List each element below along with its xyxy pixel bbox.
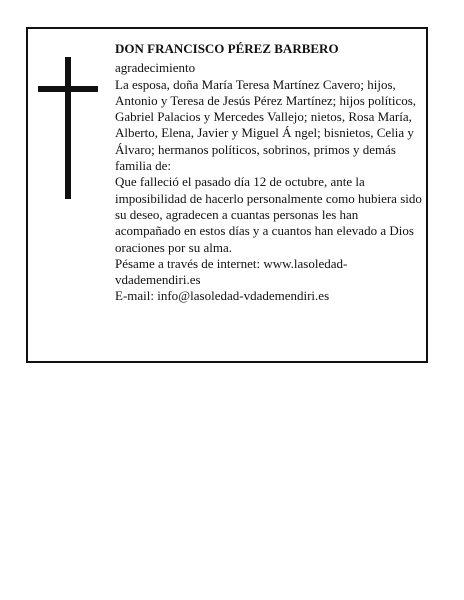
- cross-horizontal-bar: [38, 86, 98, 92]
- cross-vertical-bar: [65, 57, 71, 199]
- email-line: E-mail: info@lasoledad-vdademendiri.es: [115, 288, 330, 304]
- family-paragraph: La esposa, doña María Teresa Martínez Cavero; hijos, Antonio y Teresa de Jesús Pérez Martínez; hijos políticos, Gabriel Palacios y Mercedes Vallejo; nietos, Rosa María, Alberto, Elena, Javier y Miguel Á ngel; bisnietos, Celia y Álvaro; hermanos políticos, sobrinos, primos y demás familia de:: [115, 76, 417, 174]
- thanks-paragraph: Que falleció el pasado día 12 de octubre, ante la imposibilidad de hacerlo personalmente como hubiera sido su deseo, agradecen a cuantas personas les han acompañado en estos días y a cuantos han elevado a Dios oraciones por su alma.: [115, 174, 422, 255]
- cross-icon: [38, 57, 98, 201]
- notice-text: [115, 41, 423, 305]
- obituary-notice: [26, 27, 428, 363]
- deceased-name: DON FRANCISCO PÉREZ BARBERO: [115, 41, 339, 56]
- condolences-line: Pésame a través de internet: www.lasoledad-vdademendiri.es: [115, 255, 348, 288]
- notice-subtitle: agradecimiento: [115, 60, 196, 76]
